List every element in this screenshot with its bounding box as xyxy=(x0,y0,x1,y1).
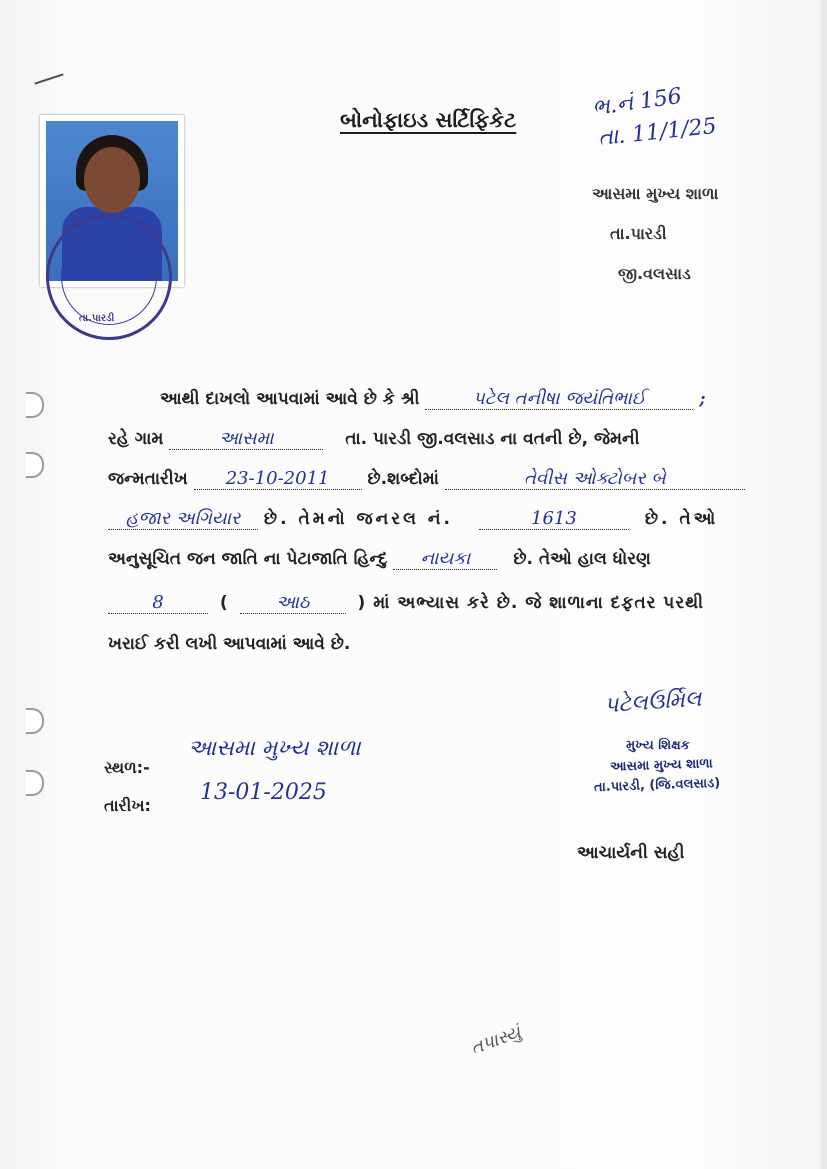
principal-signature-label: આચાર્યની સહી xyxy=(577,843,685,863)
reference-number: ભ.નં 156 xyxy=(590,83,684,122)
body-line-3 xyxy=(108,468,788,496)
gr-number-field xyxy=(479,508,629,530)
certificate-title: બોનોફાઇડ સર્ટિફિકેટ xyxy=(340,108,517,132)
student-name: પટેલ તનીષા જયંતિભાઈ xyxy=(473,388,646,409)
dob-field xyxy=(194,468,362,490)
text-verified: ખરાઈ કરી લખી આપવામાં આવે છે. xyxy=(108,634,351,654)
standard-words-field xyxy=(240,592,346,614)
standard-words: આઠ xyxy=(275,592,310,613)
body-line-6 xyxy=(108,592,788,620)
text-intro: આથી દાખલો આપવામાં આવે છે કે શ્રી xyxy=(160,389,420,409)
seal-line-1: મુખ્ય શિક્ષક xyxy=(626,738,690,753)
text-standard: છે. તેઓ હાલ ધોરણ xyxy=(513,549,651,569)
punctuation: ; xyxy=(699,389,706,409)
seal-line-2: આસમા મુખ્ય શાળા xyxy=(609,756,713,775)
page-edge xyxy=(821,0,827,1169)
gr-number: 1613 xyxy=(531,508,577,529)
place-value: આસમા મુખ્ય શાળા xyxy=(188,736,361,761)
dob-words-field xyxy=(445,468,745,490)
dob-value: 23-10-2011 xyxy=(225,468,330,489)
school-name: આસમા મુખ્ય શાળા xyxy=(592,184,719,203)
dob-words-part2: હજાર અગિયાર xyxy=(125,508,241,529)
body-line-4 xyxy=(108,508,788,536)
village-field xyxy=(169,428,323,450)
body-line-5 xyxy=(108,548,788,576)
paren-open: ( xyxy=(219,593,228,613)
subcaste-value: નાયકા xyxy=(420,548,471,569)
signature: પટેલઉર્મિલ xyxy=(603,686,703,719)
body-line-1 xyxy=(160,388,827,416)
seal-line-3: તા.પારડી, (જિ.વલસાડ) xyxy=(593,775,721,796)
dob-words-field-2 xyxy=(108,508,258,530)
village-value: આસમા xyxy=(219,428,274,449)
text-native: તા. પારડી જી.વલસાડ ના વતની છે, જેમની xyxy=(345,429,640,449)
text-dob-label: જન્મતારીખ xyxy=(108,469,188,489)
reference-date: તા. 11/1/25 xyxy=(597,113,718,152)
school-stamp xyxy=(46,214,172,340)
stamp-text: તા.પારડી xyxy=(79,313,115,324)
stamp-inner-ring xyxy=(61,229,157,325)
verification-scribble: તપાસ્યું xyxy=(467,1021,524,1060)
text-studies: ) માં અભ્યાસ કરે છે. જે શાળાના દફતર પરથી xyxy=(357,593,705,613)
standard-number: 8 xyxy=(152,592,164,613)
subcaste-field xyxy=(393,548,497,570)
text-village-label: રહે ગામ xyxy=(108,429,164,449)
place-label: સ્થળ:- xyxy=(104,758,150,777)
text-gr-label: છે. તેમનો જનરલ નં. xyxy=(263,509,453,529)
body-line-2 xyxy=(108,428,788,456)
body-line-7 xyxy=(108,634,788,662)
date-label: તારીખ: xyxy=(104,796,151,815)
text-in-words: છે.શબ્દોમાં xyxy=(367,469,439,489)
text-they: છે. તેઓ xyxy=(644,509,719,529)
student-name-field xyxy=(425,388,693,410)
text-caste: અનુસૂચિત જન જાતિ ના પેટાજાતિ હિન્દુ xyxy=(108,549,388,569)
date-value: 13-01-2025 xyxy=(200,780,327,805)
school-taluka: તા.પારડી xyxy=(610,224,667,243)
photo-face xyxy=(84,147,140,213)
dob-words-part1: તેવીસ ઓક્ટોબર બે xyxy=(523,468,666,489)
school-district: જી.વલસાડ xyxy=(618,264,691,283)
standard-number-field xyxy=(108,592,208,614)
